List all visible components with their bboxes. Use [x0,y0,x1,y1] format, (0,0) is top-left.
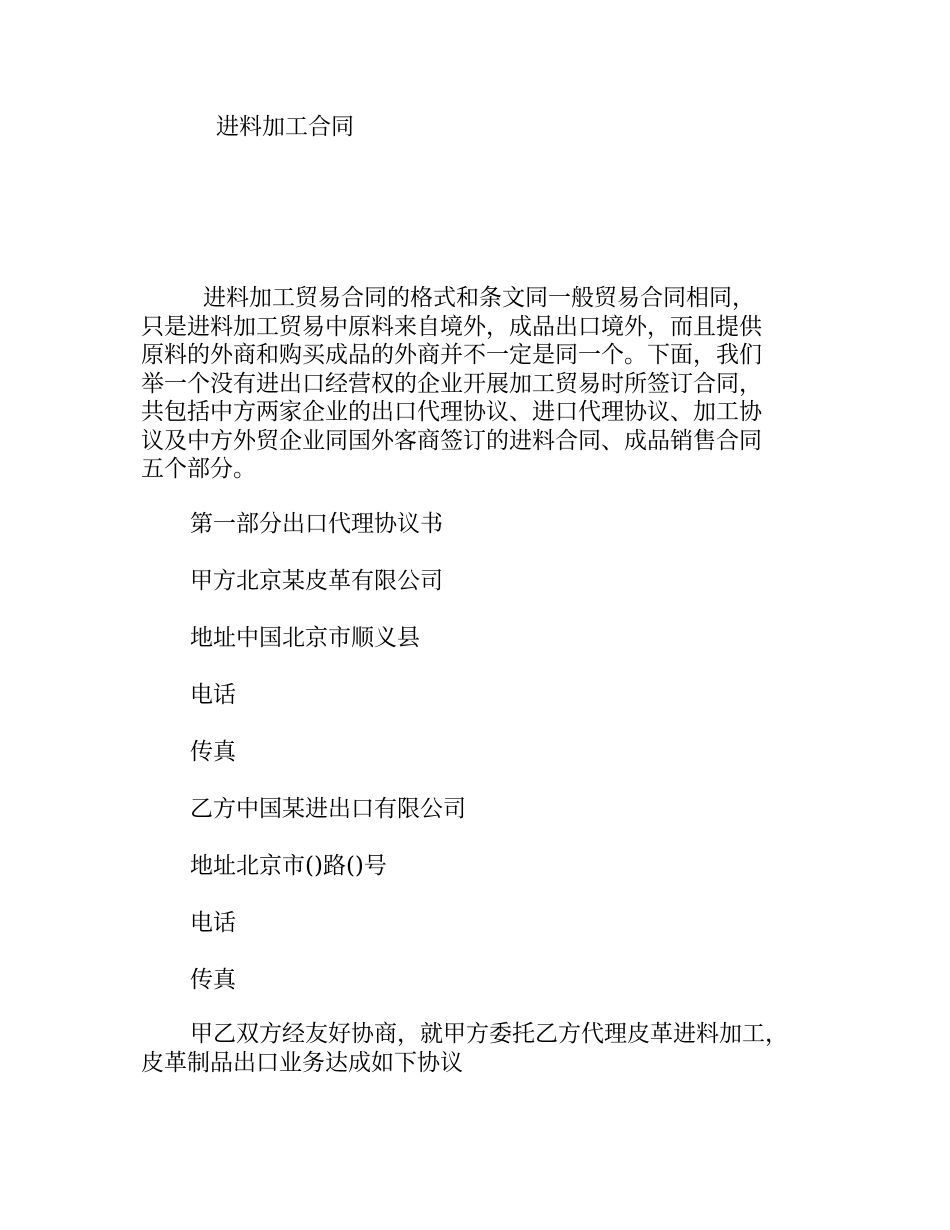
party-a-address: 地址中国北京市顺义县 [190,625,420,651]
party-a-name: 甲方北京某皮革有限公司 [190,568,443,594]
intro-paragraph [141,284,831,484]
intro-line-5: 共包括中方两家企业的出口代理协议、进口代理协议、加工协 [141,399,762,425]
intro-line-3: 原料的外商和购买成品的外商并不一定是同一个。下面，我们 [141,342,762,368]
party-a-phone: 电话 [190,682,236,708]
agreement-paragraph [141,1020,831,1077]
section-heading: 第一部分出口代理协议书 [190,511,443,537]
intro-line-7: 五个部分。 [141,456,256,482]
party-b-address: 地址北京市()路()号 [190,853,387,879]
agreement-line-1: 甲乙双方经友好协商，就甲方委托乙方代理皮革进料加工， [190,1021,788,1047]
party-b-name: 乙方中国某进出口有限公司 [190,796,466,822]
party-b-phone: 电话 [190,910,236,936]
intro-line-4: 举一个没有进出口经营权的企业开展加工贸易时所签订合同， [141,370,762,397]
party-a-fax: 传真 [190,739,236,765]
intro-line-2: 只是进料加工贸易中原料来自境外，成品出口境外，而且提供 [141,313,762,340]
document-title: 进料加工合同 [216,114,354,140]
party-b-fax: 传真 [190,967,236,993]
intro-line-6: 议及中方外贸企业同国外客商签订的进料合同、成品销售合同 [141,427,762,454]
intro-line-1: 进料加工贸易合同的格式和条文同一般贸易合同相同， [203,285,755,311]
agreement-line-2: 皮革制品出口业务达成如下协议 [141,1049,463,1076]
